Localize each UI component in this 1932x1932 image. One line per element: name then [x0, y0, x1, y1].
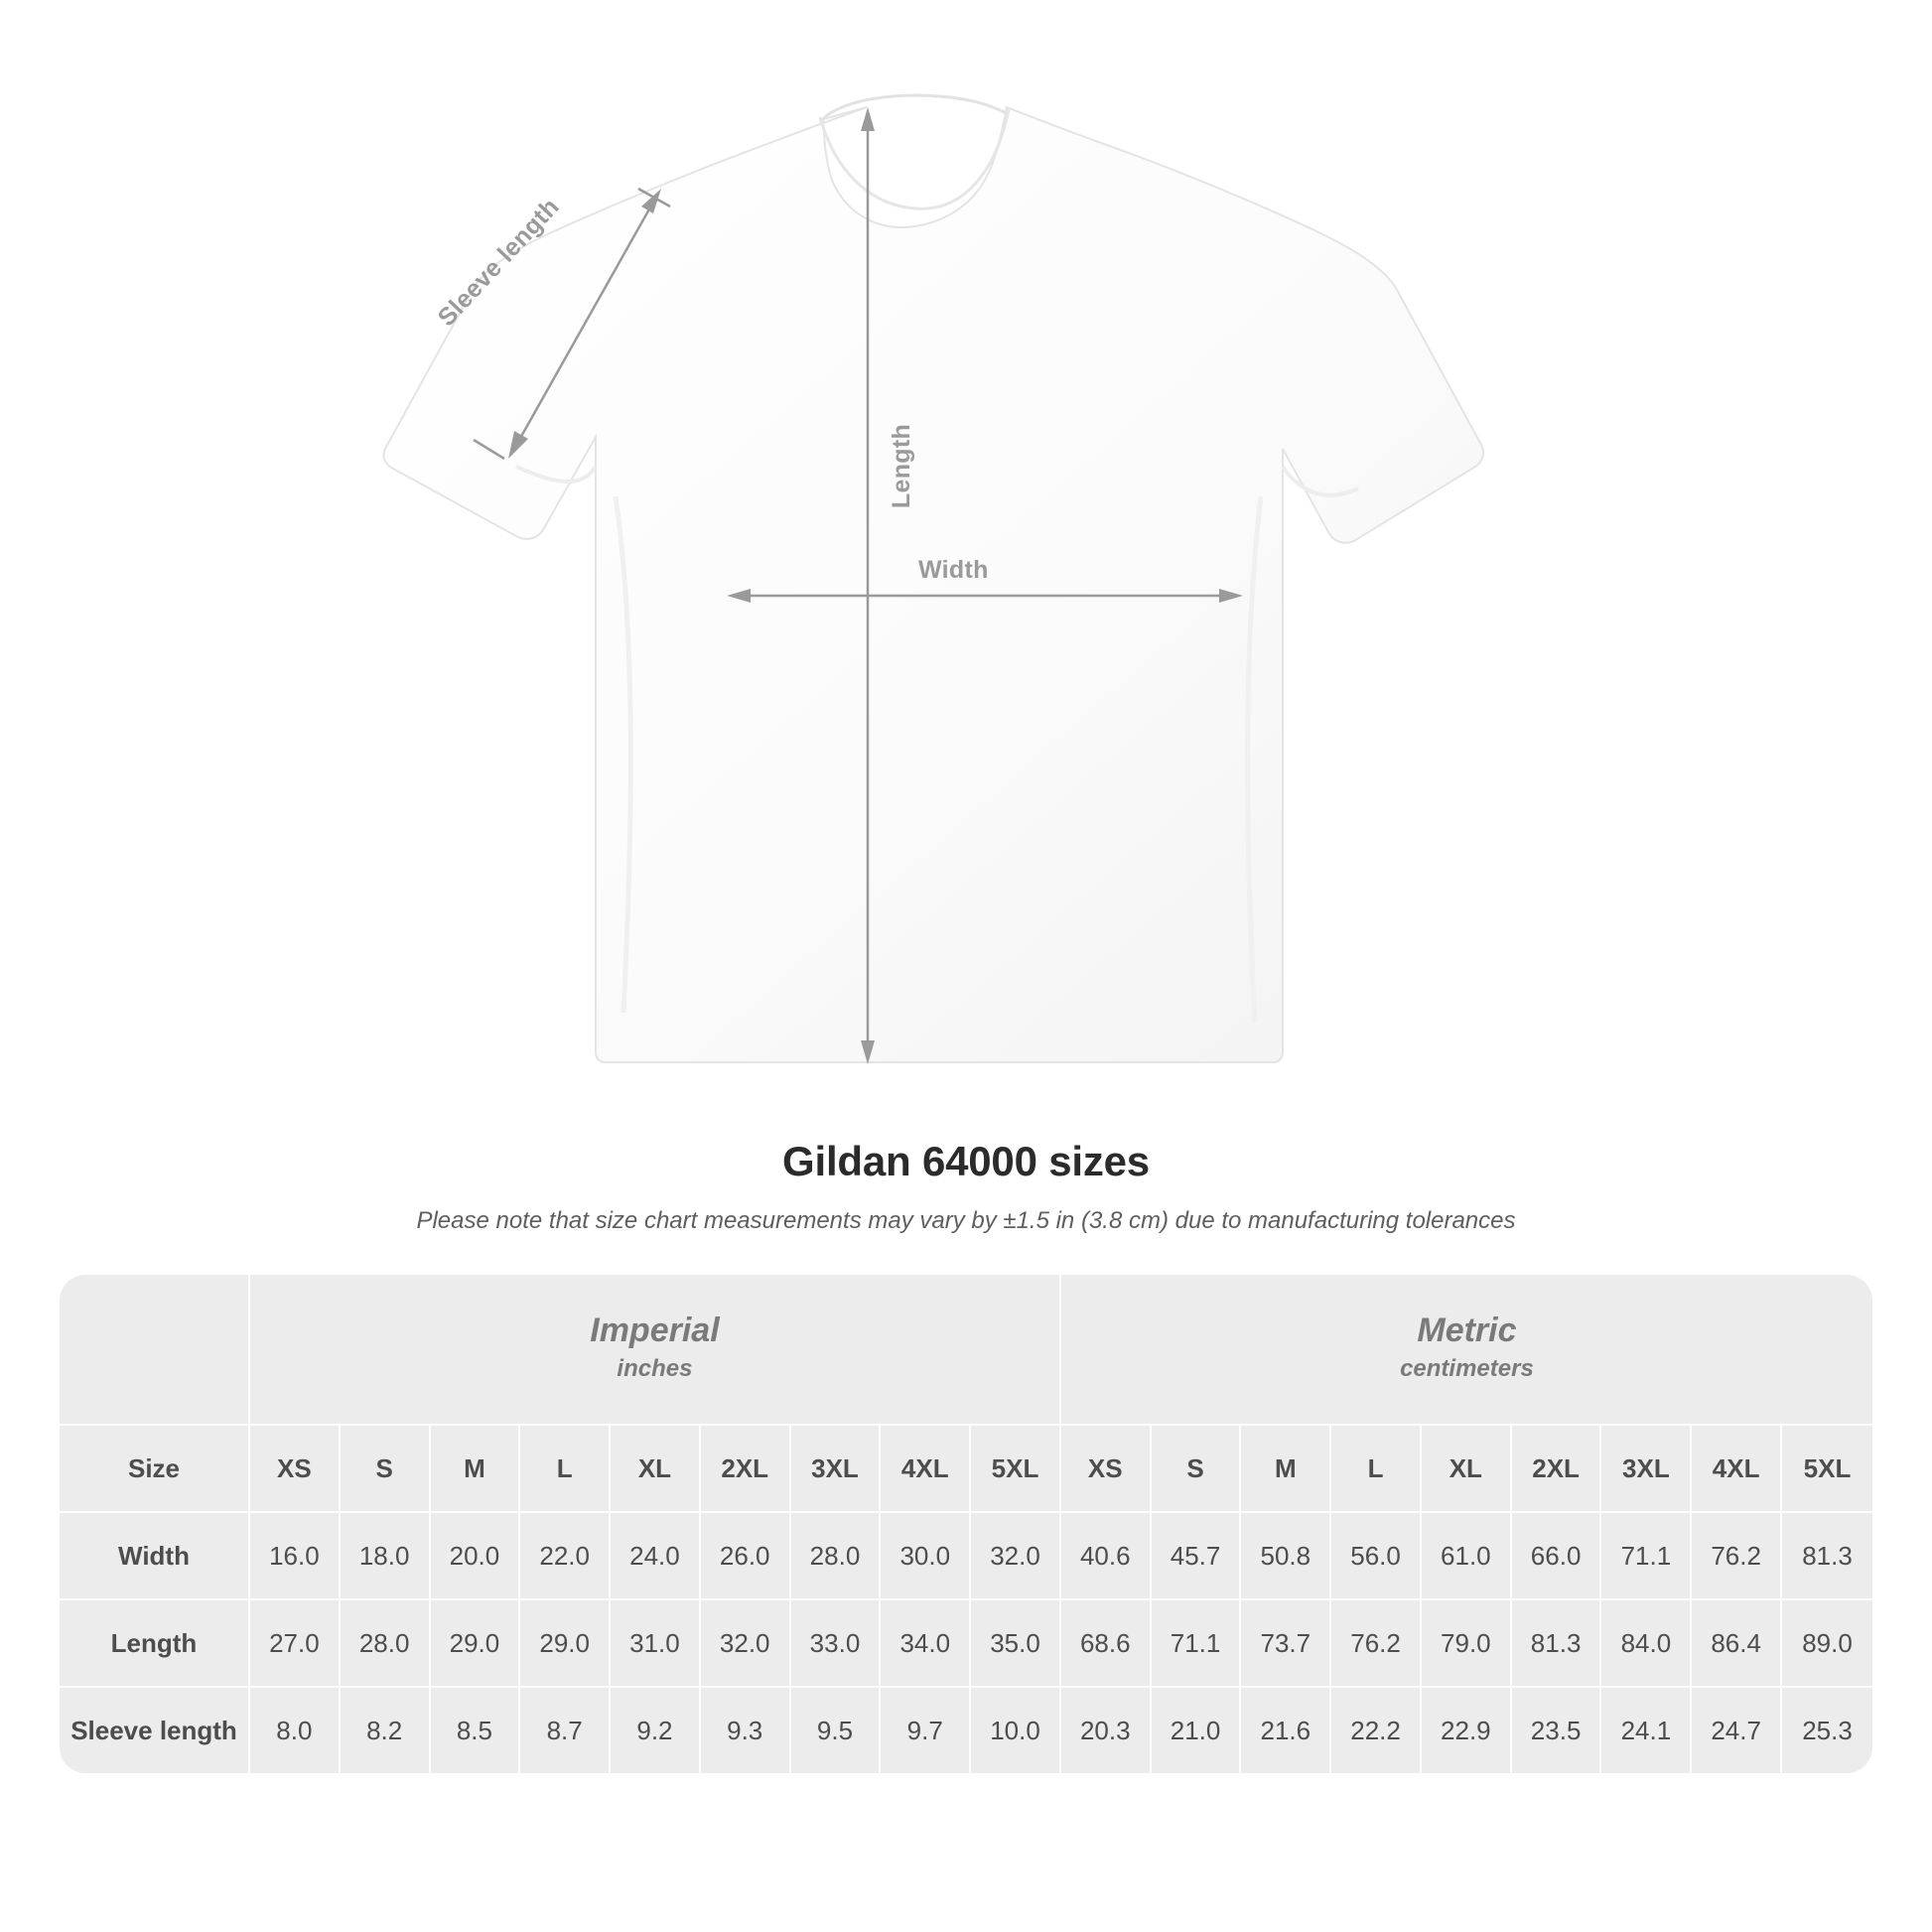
measurement-cell: 84.0	[1601, 1600, 1692, 1688]
measurement-cell: 16.0	[250, 1513, 341, 1600]
table-row	[60, 1688, 1872, 1773]
size-column-header: 4XL	[1692, 1426, 1782, 1513]
measurement-cell: 21.0	[1152, 1688, 1242, 1773]
size-column-header: M	[431, 1426, 521, 1513]
size-column-header: XL	[1422, 1426, 1512, 1513]
size-column-header: 2XL	[701, 1426, 791, 1513]
size-column-header: 2XL	[1512, 1426, 1602, 1513]
measurement-cell: 32.0	[701, 1600, 791, 1688]
measurement-cell: 76.2	[1692, 1513, 1782, 1600]
size-column-header: XS	[250, 1426, 341, 1513]
measurement-cell: 24.1	[1601, 1688, 1692, 1773]
measurement-cell: 21.6	[1241, 1688, 1331, 1773]
measurement-cell: 81.3	[1512, 1600, 1602, 1688]
size-column-header: 3XL	[1601, 1426, 1692, 1513]
measurement-cell: 8.2	[341, 1688, 431, 1773]
measurement-cell: 25.3	[1782, 1688, 1872, 1773]
measurement-cell: 71.1	[1601, 1513, 1692, 1600]
measurement-cell: 71.1	[1152, 1600, 1242, 1688]
size-column-header: S	[341, 1426, 431, 1513]
measurement-cell: 24.7	[1692, 1688, 1782, 1773]
size-column-header: 5XL	[1782, 1426, 1872, 1513]
measurement-cell: 23.5	[1512, 1688, 1602, 1773]
table-row	[60, 1600, 1872, 1688]
measurement-cell: 33.0	[791, 1600, 882, 1688]
unit-group-sub: inches	[617, 1354, 693, 1382]
length-label: Length	[888, 423, 916, 509]
unit-group-name: Imperial	[590, 1311, 720, 1350]
measurement-cell: 9.7	[881, 1688, 971, 1773]
measurement-cell: 66.0	[1512, 1513, 1602, 1600]
measurement-row-label: Width	[60, 1513, 250, 1600]
measurement-row-label: Length	[60, 1600, 250, 1688]
measurement-cell: 73.7	[1241, 1600, 1331, 1688]
measurement-cell: 68.6	[1061, 1600, 1152, 1688]
measurement-cell: 9.3	[701, 1688, 791, 1773]
table-row	[60, 1513, 1872, 1600]
size-table-wrapper	[60, 1275, 1872, 1773]
size-column-header: L	[520, 1426, 611, 1513]
measurement-cell: 81.3	[1782, 1513, 1872, 1600]
measurement-cell: 20.0	[431, 1513, 521, 1600]
size-header-row	[60, 1426, 1872, 1513]
measurement-cell: 34.0	[881, 1600, 971, 1688]
size-header-label: Size	[60, 1426, 250, 1513]
measurement-cell: 40.6	[1061, 1513, 1152, 1600]
measurement-cell: 28.0	[791, 1513, 882, 1600]
page-title: Gildan 64000 sizes	[782, 1138, 1150, 1184]
measurement-cell: 22.0	[520, 1513, 611, 1600]
size-column-header: XL	[611, 1426, 701, 1513]
measurement-cell: 24.0	[611, 1513, 701, 1600]
measurement-cell: 10.0	[971, 1688, 1061, 1773]
size-column-header: L	[1331, 1426, 1422, 1513]
unit-row-corner	[60, 1275, 250, 1426]
measurement-cell: 30.0	[881, 1513, 971, 1600]
unit-group-imperial	[250, 1275, 1061, 1426]
measurement-cell: 9.5	[791, 1688, 882, 1773]
measurement-cell: 20.3	[1061, 1688, 1152, 1773]
measurement-cell: 26.0	[701, 1513, 791, 1600]
measurement-cell: 22.9	[1422, 1688, 1512, 1773]
size-column-header: 3XL	[791, 1426, 882, 1513]
measurement-cell: 29.0	[431, 1600, 521, 1688]
measurement-cell: 8.5	[431, 1688, 521, 1773]
size-column-header: S	[1152, 1426, 1242, 1513]
sleeve-length-label: Sleeve length	[432, 193, 565, 333]
measurement-row-label: Sleeve length	[60, 1688, 250, 1773]
measurement-cell: 8.7	[520, 1688, 611, 1773]
measurement-cell: 61.0	[1422, 1513, 1512, 1600]
size-column-header: 5XL	[971, 1426, 1061, 1513]
measurement-cell: 8.0	[250, 1688, 341, 1773]
width-label: Width	[918, 556, 989, 584]
unit-group-sub: centimeters	[1400, 1354, 1534, 1382]
size-column-header: M	[1241, 1426, 1331, 1513]
measurement-cell: 28.0	[341, 1600, 431, 1688]
size-column-header: XS	[1061, 1426, 1152, 1513]
measurement-cell: 9.2	[611, 1688, 701, 1773]
title-block	[0, 1138, 1932, 1235]
measurement-cell: 18.0	[341, 1513, 431, 1600]
unit-group-name: Metric	[1417, 1311, 1517, 1350]
tolerance-note: Please note that size chart measurements may vary by ±1.5 in (3.8 cm) due to manufacturing tolerances	[416, 1207, 1516, 1234]
measurement-cell: 22.2	[1331, 1688, 1422, 1773]
measurement-cell: 89.0	[1782, 1600, 1872, 1688]
unit-group-row	[60, 1275, 1872, 1426]
measurement-cell: 31.0	[611, 1600, 701, 1688]
size-column-header: 4XL	[881, 1426, 971, 1513]
measurement-cell: 27.0	[250, 1600, 341, 1688]
measurement-cell: 50.8	[1241, 1513, 1331, 1600]
measurement-cell: 86.4	[1692, 1600, 1782, 1688]
measurement-cell: 45.7	[1152, 1513, 1242, 1600]
size-table	[60, 1275, 1872, 1773]
measurement-cell: 56.0	[1331, 1513, 1422, 1600]
measurement-cell: 32.0	[971, 1513, 1061, 1600]
measurement-cell: 76.2	[1331, 1600, 1422, 1688]
unit-group-metric	[1061, 1275, 1872, 1426]
measurement-cell: 29.0	[520, 1600, 611, 1688]
measurement-cell: 35.0	[971, 1600, 1061, 1688]
measurement-cell: 79.0	[1422, 1600, 1512, 1688]
